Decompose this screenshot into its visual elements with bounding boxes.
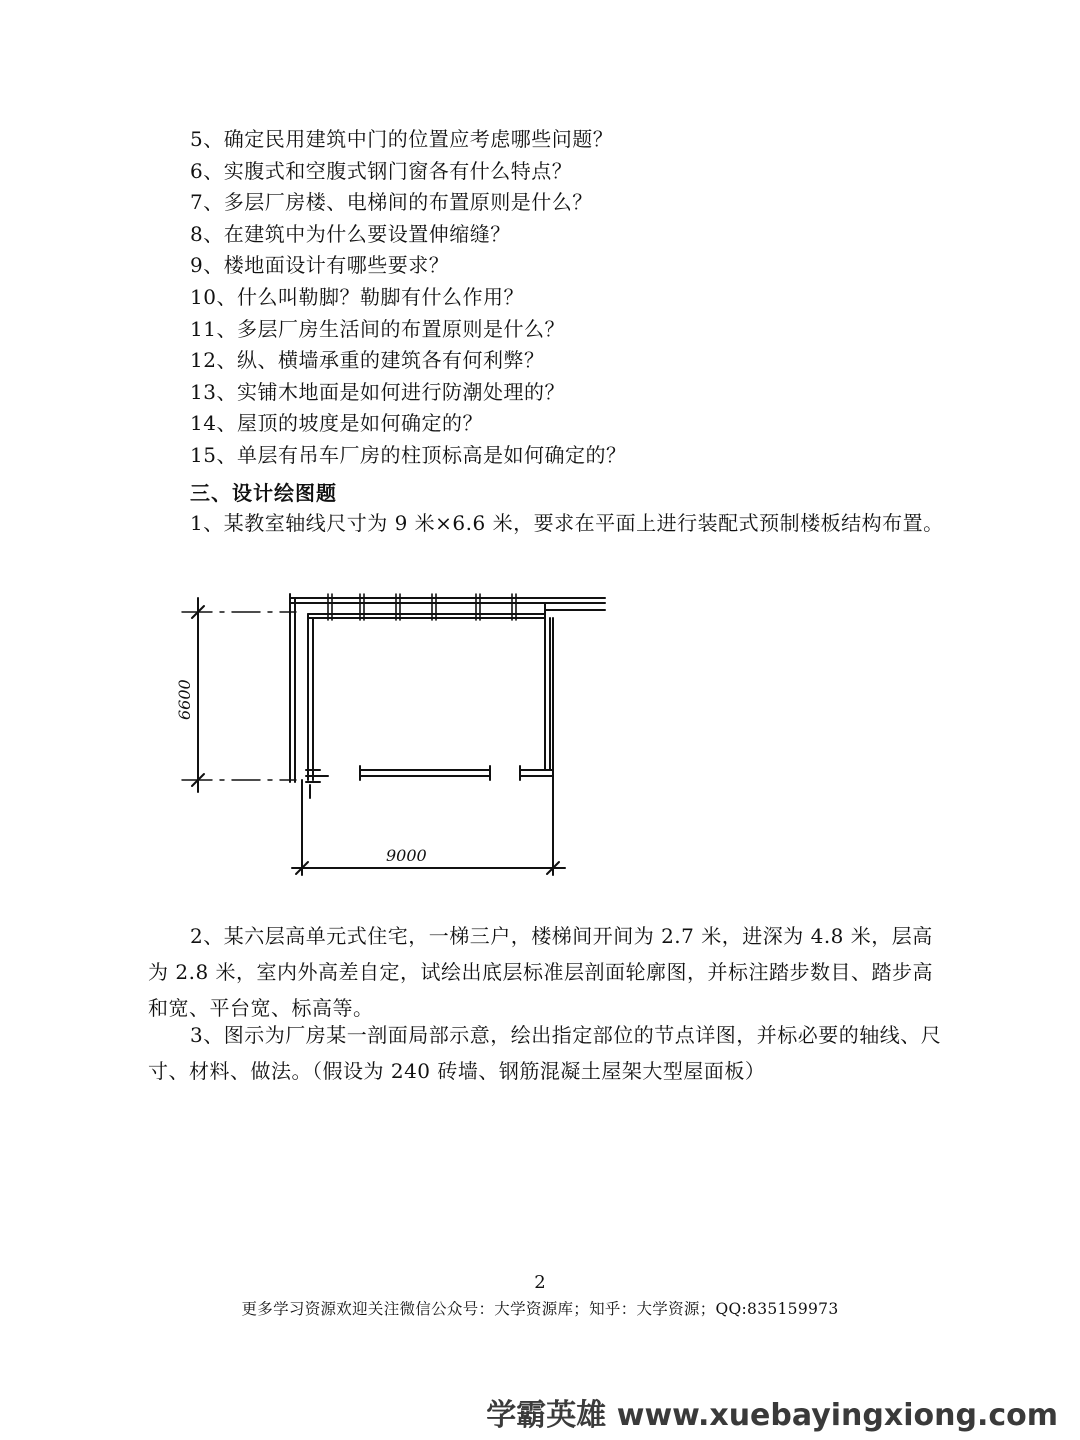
question-item: 12、纵、横墙承重的建筑各有何利弊？ [190,348,545,373]
question-list [190,124,626,472]
question-item: 9、楼地面设计有哪些要求？ [190,253,450,278]
watermark-text: 学霸英雄 www.xuebayingxiong.com [486,1398,1058,1433]
dimension-line-horizontal [292,862,565,874]
design-question-2-text: 2、某六层高单元式住宅，一梯三户，楼梯间开间为 2.7 米，进深为 4.8 米，层高为 2.8 米，室内外高差自定，试绘出底层标准层剖面轮廓图，并标注踏步数目、踏步高和宽、平台宽、标高等。 [148,924,934,1020]
design-question-3 [148,1017,948,1089]
left-wall [290,594,328,875]
question-item: 8、在建筑中为什么要设置伸缩缝？ [190,221,511,246]
question-item: 6、实腹式和空腹式钢门窗各有什么特点？ [190,158,573,183]
section-title: 三、设计绘图题 [190,481,337,505]
axis-line [182,612,296,780]
question-item: 10、什么叫勒脚？勒脚有什么作用？ [190,284,524,309]
page-number: 2 [534,1272,546,1293]
design-question-1 [148,505,948,541]
dimension-label-vertical: 6600 [175,679,194,720]
question-item: 14、屋顶的坡度是如何确定的？ [190,411,483,436]
question-item: 11、多层厂房生活间的布置原则是什么？ [190,316,565,341]
top-wall [290,598,605,618]
question-item: 5、确定民用建筑中门的位置应考虑哪些问题？ [190,127,614,151]
bottom-wall [360,766,490,780]
design-question-3-text: 3、图示为厂房某一剖面局部示意，绘出指定部位的节点详图，并标必要的轴线、尺寸、材料、做法。（假设为 240 砖墙、钢筋混凝土屋架大型屋面板） [148,1023,942,1083]
dimension-label-horizontal: 9000 [386,846,427,865]
classroom-plan-drawing [160,570,680,900]
question-item: 15、单层有吊车厂房的柱顶标高是如何确定的？ [190,442,627,467]
footer-note: 更多学习资源欢迎关注微信公众号：大学资源库；知乎：大学资源；QQ:835159973 [241,1300,839,1318]
design-question-2 [148,918,948,1026]
design-question-1-text: 1、某教室轴线尺寸为 9 米×6.6 米，要求在平面上进行装配式预制楼板结构布置。 [190,511,944,535]
right-wall [520,618,553,875]
question-item: 13、实铺木地面是如何进行防潮处理的？ [190,379,565,404]
question-item: 7、多层厂房楼、电梯间的布置原则是什么？ [190,190,593,215]
